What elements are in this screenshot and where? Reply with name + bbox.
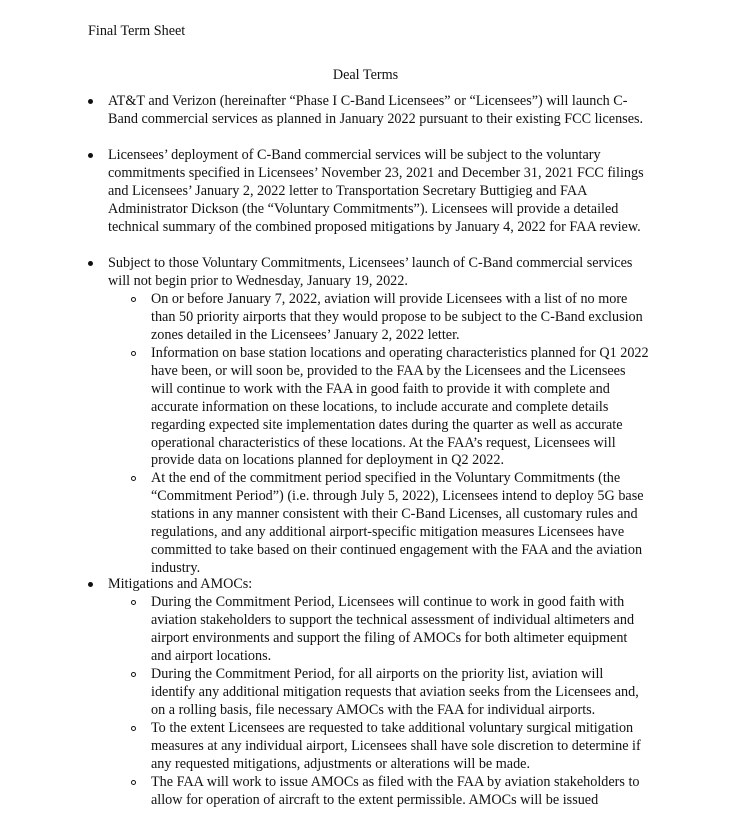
list-item: Mitigations and AMOCs: <box>108 576 253 592</box>
bullet-dot-icon <box>88 261 93 266</box>
list-item: Licensees’ deployment of C-Band commercial services will be subject to the voluntary commitments specified in Licensees’ November 23, 2021 and December 31, 2021 FCC filings and Licensees’ January 2, 2022 letter to Transportation Secretary Buttigieg and FAA Administrator Dickson (the “Voluntary Commitments”). Licensees will provide a detailed technical summary of the combined proposed mitigations by January 4, 2022 for FAA review. <box>108 147 644 235</box>
list-item: Information on base station locations and operating characteristics planned for Q1 2022 have been, or will soon be, provided to the FAA by the Licensees and the Licensees will continue to work with the FAA in good faith to provide it with complete and accurate information on these locations, to include accurate and complete details regarding expected site implementation dates during the quarter as well as accurate operational characteristics of these locations. At the FAA’s request, Licensees will provide data on locations planned for deployment in Q2 2022. <box>151 345 649 469</box>
document-title: Final Term Sheet <box>88 23 186 39</box>
bullet-circle-icon <box>131 351 136 356</box>
section-title: Deal Terms <box>332 67 399 83</box>
list-item: During the Commitment Period, Licensees will continue to work in good faith with aviation stakeholders to support the technical assessment of individual altimeters and airport environments and support the filing of AMOCs for both altimeter equipment and airport locations. <box>151 594 635 664</box>
list-item: On or before January 7, 2022, aviation will provide Licensees with a list of no more than 50 priority airports that they would propose to be subject to the C-Band exclusion zones detailed in the Licensees’ January 2, 2022 letter. <box>151 291 643 343</box>
list-item: The FAA will work to issue AMOCs as filed with the FAA by aviation stakeholders to allow for operation of aircraft to the extent permissible. AMOCs will be issued <box>151 774 640 808</box>
bullet-circle-icon <box>131 672 136 677</box>
bullet-circle-icon <box>131 476 136 481</box>
bullet-circle-icon <box>131 780 136 785</box>
bullet-circle-icon <box>131 726 136 731</box>
bullet-circle-icon <box>131 297 136 302</box>
list-item: To the extent Licensees are requested to take additional voluntary surgical mitigation measures at any individual airport, Licensees shall have sole discretion to determine if any requested mitigations, adjustments or alterations will be made. <box>151 720 641 772</box>
list-item: During the Commitment Period, for all airports on the priority list, aviation will identify any additional mitigation requests that aviation seeks from the Licensees and, on a rolling basis, file necessary AMOCs with the FAA for individual airports. <box>151 666 639 718</box>
bullet-dot-icon <box>88 99 93 104</box>
list-item: Subject to those Voluntary Commitments, Licensees’ launch of C-Band commercial services will not begin prior to Wednesday, January 19, 2022. <box>108 255 633 289</box>
bullet-circle-icon <box>131 600 136 605</box>
bullet-dot-icon <box>88 582 93 587</box>
bullet-dot-icon <box>88 153 93 158</box>
list-item: At the end of the commitment period specified in the Voluntary Commitments (the “Commitment Period”) (i.e. through July 5, 2022), Licensees intend to deploy 5G base stations in any manner consistent with their C-Band Licenses, all customary rules and regulations, and any additional airport-specific mitigation measures Licensees have committed to take based on their continued engagement with the FAA and the aviation industry. <box>151 470 644 576</box>
list-item: AT&T and Verizon (hereinafter “Phase I C-Band Licensees” or “Licensees”) will launch C-Band commercial services as planned in January 2022 pursuant to their existing FCC licenses. <box>108 93 644 127</box>
